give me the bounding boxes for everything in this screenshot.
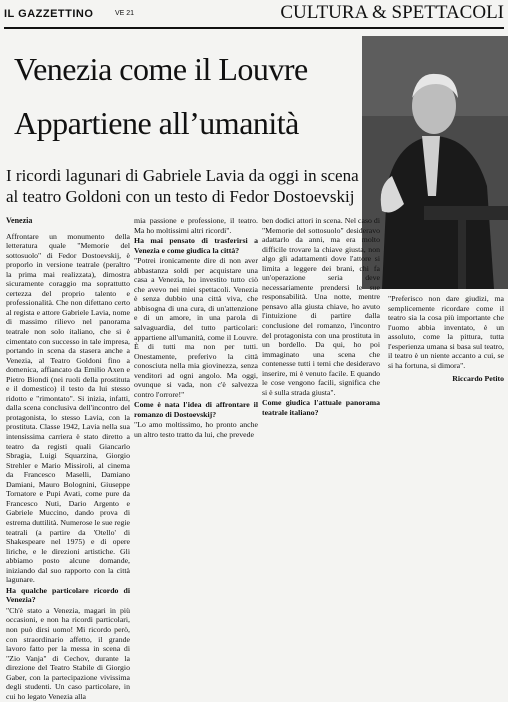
article-paragraph: "Potrei ironicamente dire di non aver abbastanza soldi per acquistare una casa a Venezia, ho investito tutto ciò che avevo nei miei spettacoli. Venezia è senza dubbio una città viva, che abbisogna di una cura, di un'attenzione e di un amore, in una parola di salvaguardia, del tutto particolari: appartiene all'umanità, come il Louvre. È di tutti ma non per tutti. Onestamente, preferivo la città conosciuta nella mia giovinezza, senza venditori ad ogni angolo. Ma oggi, ovunque si vada, non c'è salvezza contro l'orrore!": [134, 256, 258, 399]
headline-line-2: Appartiene all’umanità: [14, 105, 299, 141]
interview-question: Ha qualche particolare ricordo di Venezia?: [6, 585, 130, 605]
byline: Riccardo Petito: [452, 374, 504, 384]
section-title: CULTURA & SPETTACOLI: [280, 2, 504, 23]
interview-question: Ha mai pensato di trasferirsi a Venezia e come giudica la città?: [134, 236, 258, 255]
page-header: [4, 2, 504, 28]
article-column-1: [6, 216, 130, 702]
masthead: IL GAZZETTINO: [4, 8, 94, 20]
subheadline-line-2: al teatro Goldoni con un testo di Fedor Dostoevskij: [6, 187, 355, 206]
subheadline-line-1: I ricordi lagunari di Gabriele Lavia da oggi in scena: [6, 166, 359, 185]
article-column-4: [388, 294, 504, 384]
article-paragraph: "Ch'è stato a Venezia, magari in più occasioni, e non ha ricordi particolari, non può dirsi uomo! Mi ricordo però, con straordinario affetto, il grande lavoro fatto per la messa in scena di "Zio Vanja" di Cechov, durante la direzione del Teatro Stabile di Giorgio Gaber, con la partecipazione vivissima degli studenti. Un caso particolare, in cui ho legato Venezia alla: [6, 605, 130, 701]
headline-line-1: Venezia come il Louvre: [14, 51, 308, 87]
interview-question: Come giudica l'attuale panorama teatrale italiano?: [262, 398, 380, 417]
article-paragraph: ben dodici attori in scena. Nel caso di "Memorie del sottosuolo" desideravo adattarlo da anni, ma era molto difficile trovare la chiave giusta, non algo gli adattamenti dove l'attore si limita a leggere dei brani, chi fa un'operazione seria deve necessariamente prendersi le sue responsabilità. Una notte, mentre pensavo alla giusta chiave, ho avuto l'intuizione di partire dalla conclusione del romanzo, l'incontro del protagonista con una prostituta in un bordello. Da qui, ho poi immaginato una scena che contenesse tutti i temi che desideravo inserire, mi è venuto facile. E quando le cose vengono facili, significa che si è sulla strada giusta".: [262, 216, 380, 397]
article-paragraph: "Preferisco non dare giudizi, ma semplicemente ricordare come il teatro sia la cosa più importante che l'uomo abbia inventato, è un assoluto, come la pittura, tutta l'esperienza umana si basa sul teatro, il teatro è un niente accanto a cui, se si ha fortuna, si dimora".: [388, 294, 504, 370]
article-paragraph: Affrontare un monumento della letteratura quale "Memorie del sottosuolo" di Fedor Dostoevskij, è proporlo in versione teatrale (peraltro la prima mai realizzata), dimostra sicuramente coraggio ma soprattutto certezza del proprio talento e professionalità. Che non difettano certo al regista e attore Gabriele Lavia, nome di massimo rilievo nel panorama teatrale non solo italiano, che si è cimentato con successo in tale impresa, portando in scena da stasera anche a Venezia, al Teatro Goldoni fino a domenica, affiancato da Emilio Axen e Pietro Biondi (nei ruoli della prostituta e il domestico) il testo da lui stesso ridotto e "rimontato". Si inizia, infatti, dalla scena conclusiva dell'incontro del protagonista, lo stesso Lavia, con la prostituta. Classe 1942, Lavia nella sua intensissima carriera è stato diretto a teatro da registi quali Giancarlo Sbragia, Luigi Squarzina, Giorgio Strehler e Mario Missiroli, al cinema da Francesco Maselli, Damiano Damiani, Mauro Bolognini, Giuseppe Tornatore e Pupi Avati, come pure da Francesco Nuti, Dario Argento e Gabriele Muccino, dando prova di estrema duttilità. Numerose le sue regie teatrali (a partire da 'Otello' di Shakespeare nel 1975) e di opere liriche, e le direzioni artistiche. Gli abbiamo posto alcune domande, iniziando dal suo rapporto con la città lagunare.: [6, 231, 130, 585]
article-paragraph: "Lo amo moltissimo, ho pronto anche un altro testo tratto da lui, che prevede: [134, 420, 258, 440]
header-rule: [4, 27, 504, 29]
article-paragraph: mia passione e professione, il teatro. Ma ho moltissimi altri ricordi".: [134, 216, 258, 235]
page-date: VE 21: [115, 10, 135, 17]
interview-question: Come è nata l'idea di affrontare il romanzo di Dostoevskij?: [134, 400, 258, 419]
article-column-3: [262, 216, 380, 418]
dateline: Venezia: [6, 216, 33, 225]
actor-photo: [362, 36, 508, 289]
article-column-2: [134, 216, 258, 441]
